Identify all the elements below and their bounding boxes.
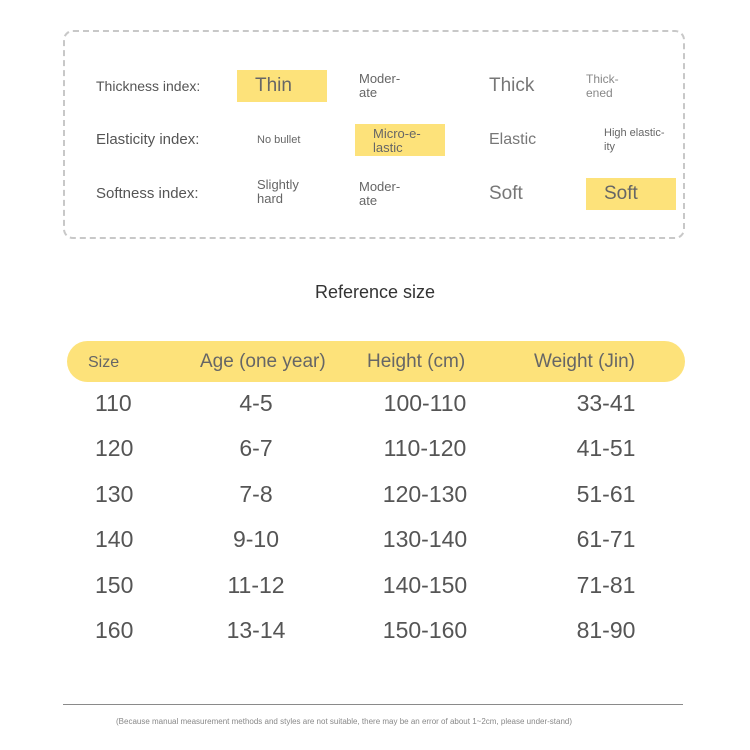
cell-age: 7-8 <box>239 481 273 507</box>
cell-size: 150 <box>95 572 134 598</box>
softness-label: Softness index: <box>96 185 199 202</box>
table-row <box>0 380 750 426</box>
cell-height: 120-130 <box>382 481 468 507</box>
elasticity-row <box>65 120 683 160</box>
elasticity-option-micro-elastic: Micro-e- lastic <box>355 124 445 156</box>
cell-weight: 51-61 <box>576 481 636 507</box>
cell-height: 130-140 <box>382 526 468 552</box>
thickness-option-thick: Thick <box>489 75 535 96</box>
cell-size: 160 <box>95 617 134 643</box>
thickness-label: Thickness index: <box>96 78 201 94</box>
cell-weight: 61-71 <box>576 526 636 552</box>
thickness-option-thin: Thin <box>237 70 327 102</box>
table-row <box>0 471 750 517</box>
cell-height: 150-160 <box>382 617 468 643</box>
size-table-header <box>67 341 685 382</box>
cell-weight: 81-90 <box>576 617 636 643</box>
header-weight: Weight (Jin) <box>534 351 636 372</box>
softness-option-soft-selected: Soft <box>586 178 676 210</box>
fabric-attributes-panel <box>63 30 685 239</box>
thickness-option-moderate: Moder- ate <box>359 71 401 100</box>
cell-height: 100-110 <box>383 390 467 416</box>
elasticity-option-high-elasticity: High elastic- ity <box>604 127 665 153</box>
header-height: Height (cm) <box>367 351 466 372</box>
elasticity-label: Elasticity index: <box>96 131 200 148</box>
cell-height: 140-150 <box>382 572 468 598</box>
cell-size: 130 <box>95 481 134 507</box>
cell-weight: 41-51 <box>576 435 636 461</box>
cell-size: 120 <box>95 435 134 461</box>
thickness-option-thickened: Thick- ened <box>586 72 619 100</box>
cell-age: 11-12 <box>227 572 285 598</box>
footer-divider <box>63 704 683 705</box>
cell-height: 110-120 <box>383 435 467 461</box>
elasticity-option-no-bullet: No bullet <box>257 134 301 146</box>
cell-size: 140 <box>95 526 134 552</box>
header-age: Age (one year) <box>200 351 326 372</box>
softness-row <box>65 174 683 214</box>
cell-weight: 71-81 <box>576 572 636 598</box>
softness-option-slightly-hard: Slightly hard <box>257 177 299 206</box>
measurement-footnote: (Because manual measurement methods and styles are not suitable, there may be an error of about 1~2cm, please under-stand) <box>116 717 573 726</box>
reference-size-title: Reference size <box>314 282 436 302</box>
cell-weight: 33-41 <box>576 390 636 416</box>
table-row <box>0 425 750 471</box>
table-row <box>0 516 750 562</box>
thickness-row <box>65 66 683 106</box>
cell-age: 9-10 <box>232 526 280 552</box>
cell-age: 4-5 <box>239 390 273 416</box>
softness-option-moderate: Moder- ate <box>359 179 401 208</box>
softness-option-soft: Soft <box>489 183 523 204</box>
table-row <box>0 562 750 608</box>
cell-age: 13-14 <box>226 617 286 643</box>
elasticity-option-elastic: Elastic <box>489 131 537 148</box>
cell-age: 6-7 <box>239 435 273 461</box>
table-row <box>0 607 750 653</box>
header-size: Size <box>88 354 120 371</box>
cell-size: 110 <box>95 390 132 416</box>
